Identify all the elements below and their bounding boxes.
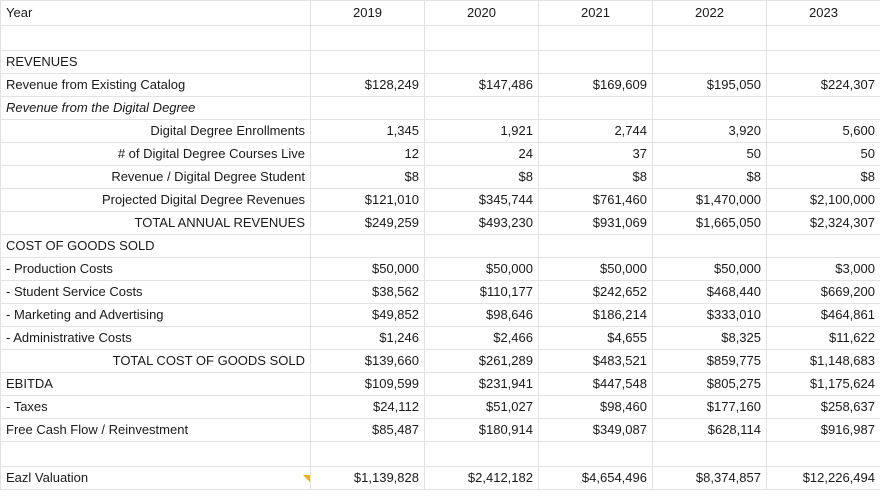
row-label-cell[interactable]: Digital Degree Enrollments	[1, 120, 311, 143]
value-cell[interactable]: 3,920	[653, 120, 767, 143]
value-cell[interactable]: $85,487	[311, 419, 425, 442]
table-row	[1, 166, 880, 189]
row-label-cell[interactable]: EBITDA	[1, 373, 311, 396]
table-row	[1, 419, 880, 442]
row-label-cell[interactable]: TOTAL ANNUAL REVENUES	[1, 212, 311, 235]
row-label-cell[interactable]: - Taxes	[1, 396, 311, 419]
value-cell[interactable]: $2,412,182	[425, 467, 539, 490]
row-label-cell[interactable]: Projected Digital Degree Revenues	[1, 189, 311, 212]
value-cell[interactable]	[425, 442, 539, 467]
value-cell[interactable]: 5,600	[767, 120, 880, 143]
value-cell[interactable]: $180,914	[425, 419, 539, 442]
value-cell[interactable]	[539, 51, 653, 74]
row-label-cell[interactable]: - Production Costs	[1, 258, 311, 281]
value-cell[interactable]: 37	[539, 143, 653, 166]
value-cell[interactable]: $916,987	[767, 419, 880, 442]
value-cell[interactable]: $345,744	[425, 189, 539, 212]
value-cell[interactable]: $8,374,857	[653, 467, 767, 490]
value-cell[interactable]: $50,000	[653, 258, 767, 281]
value-cell[interactable]: $121,010	[311, 189, 425, 212]
value-cell[interactable]	[311, 97, 425, 120]
value-cell[interactable]	[539, 442, 653, 467]
value-cell[interactable]: $11,622	[767, 327, 880, 350]
value-cell[interactable]: $2,324,307	[767, 212, 880, 235]
value-cell[interactable]	[767, 97, 880, 120]
row-label-cell[interactable]: - Administrative Costs	[1, 327, 311, 350]
value-cell[interactable]: $8,325	[653, 327, 767, 350]
value-cell[interactable]	[425, 26, 539, 51]
value-cell[interactable]: $761,460	[539, 189, 653, 212]
value-cell[interactable]	[767, 26, 880, 51]
row-label-cell[interactable]: Revenue from the Digital Degree	[1, 97, 311, 120]
value-cell[interactable]: $8	[311, 166, 425, 189]
value-cell[interactable]: $8	[539, 166, 653, 189]
row-label-cell[interactable]: - Student Service Costs	[1, 281, 311, 304]
value-cell[interactable]: $4,655	[539, 327, 653, 350]
row-label-cell[interactable]: # of Digital Degree Courses Live	[1, 143, 311, 166]
value-cell[interactable]: $98,646	[425, 304, 539, 327]
value-cell[interactable]: $261,289	[425, 350, 539, 373]
value-cell[interactable]: $464,861	[767, 304, 880, 327]
value-cell[interactable]: $49,852	[311, 304, 425, 327]
value-cell[interactable]	[767, 442, 880, 467]
table-row	[1, 442, 880, 467]
value-cell[interactable]	[425, 235, 539, 258]
table-row	[1, 350, 880, 373]
table-row	[1, 304, 880, 327]
value-cell[interactable]	[425, 51, 539, 74]
value-cell[interactable]	[311, 51, 425, 74]
table-row	[1, 373, 880, 396]
row-label-cell[interactable]: Eazl Valuation	[1, 467, 311, 490]
table-row	[1, 51, 880, 74]
row-label-cell[interactable]: TOTAL COST OF GOODS SOLD	[1, 350, 311, 373]
row-label-cell[interactable]: Revenue from Existing Catalog	[1, 74, 311, 97]
table-row	[1, 212, 880, 235]
value-cell[interactable]: $805,275	[653, 373, 767, 396]
value-cell[interactable]: $51,027	[425, 396, 539, 419]
value-cell[interactable]: $2,466	[425, 327, 539, 350]
value-cell[interactable]: $8	[653, 166, 767, 189]
table-row	[1, 74, 880, 97]
value-cell[interactable]: $628,114	[653, 419, 767, 442]
value-cell[interactable]: $493,230	[425, 212, 539, 235]
value-cell[interactable]: $128,249	[311, 74, 425, 97]
value-cell[interactable]: $4,654,496	[539, 467, 653, 490]
value-cell[interactable]: 2,744	[539, 120, 653, 143]
value-cell[interactable]	[539, 235, 653, 258]
table-row	[1, 143, 880, 166]
value-cell[interactable]: $1,148,683	[767, 350, 880, 373]
value-cell[interactable]: $3,000	[767, 258, 880, 281]
value-cell[interactable]: $249,259	[311, 212, 425, 235]
table-row	[1, 467, 880, 490]
value-cell[interactable]: $50,000	[425, 258, 539, 281]
value-cell[interactable]: $50,000	[311, 258, 425, 281]
value-cell[interactable]: $147,486	[425, 74, 539, 97]
row-label-cell[interactable]: Revenue / Digital Degree Student	[1, 166, 311, 189]
value-cell[interactable]	[539, 97, 653, 120]
value-cell[interactable]	[653, 26, 767, 51]
value-cell[interactable]: $8	[425, 166, 539, 189]
value-cell[interactable]: $859,775	[653, 350, 767, 373]
row-label-cell[interactable]: COST OF GOODS SOLD	[1, 235, 311, 258]
value-cell[interactable]: $258,637	[767, 396, 880, 419]
value-cell[interactable]: $224,307	[767, 74, 880, 97]
value-cell[interactable]: $447,548	[539, 373, 653, 396]
value-cell[interactable]: $1,246	[311, 327, 425, 350]
value-cell[interactable]: $195,050	[653, 74, 767, 97]
value-cell[interactable]	[311, 442, 425, 467]
table-row	[1, 235, 880, 258]
value-cell[interactable]: 1,345	[311, 120, 425, 143]
value-cell[interactable]	[653, 97, 767, 120]
year-cell-2019[interactable]: 2019	[311, 1, 425, 26]
table-row	[1, 258, 880, 281]
value-cell[interactable]: 12	[311, 143, 425, 166]
value-cell[interactable]	[653, 235, 767, 258]
row-label-cell[interactable]	[1, 442, 311, 467]
year-cell-2020[interactable]: 2020	[425, 1, 539, 26]
table-row	[1, 97, 880, 120]
value-cell[interactable]: $98,460	[539, 396, 653, 419]
value-cell[interactable]	[311, 235, 425, 258]
value-cell[interactable]	[653, 442, 767, 467]
row-label-cell[interactable]: REVENUES	[1, 51, 311, 74]
header-row	[1, 1, 880, 26]
value-cell[interactable]: $1,470,000	[653, 189, 767, 212]
table-row	[1, 26, 880, 51]
value-cell[interactable]: $186,214	[539, 304, 653, 327]
value-cell[interactable]: $139,660	[311, 350, 425, 373]
value-cell[interactable]: $1,665,050	[653, 212, 767, 235]
value-cell[interactable]: $2,100,000	[767, 189, 880, 212]
comment-indicator-icon[interactable]	[303, 475, 310, 482]
value-cell[interactable]: $177,160	[653, 396, 767, 419]
value-cell[interactable]: $333,010	[653, 304, 767, 327]
value-cell[interactable]: $109,599	[311, 373, 425, 396]
value-cell[interactable]: $483,521	[539, 350, 653, 373]
value-cell[interactable]: $38,562	[311, 281, 425, 304]
value-cell[interactable]: 50	[653, 143, 767, 166]
table-row	[1, 327, 880, 350]
value-cell[interactable]: $169,609	[539, 74, 653, 97]
value-cell[interactable]: $231,941	[425, 373, 539, 396]
table-row	[1, 396, 880, 419]
value-cell[interactable]	[767, 51, 880, 74]
value-cell[interactable]	[311, 26, 425, 51]
value-cell[interactable]	[653, 51, 767, 74]
table-row	[1, 281, 880, 304]
row-label-cell[interactable]: - Marketing and Advertising	[1, 304, 311, 327]
value-cell[interactable]: $110,177	[425, 281, 539, 304]
value-cell[interactable]: $1,175,624	[767, 373, 880, 396]
year-cell-2023[interactable]: 2023	[767, 1, 880, 26]
year-cell-2022[interactable]: 2022	[653, 1, 767, 26]
table-row	[1, 120, 880, 143]
value-cell[interactable]	[425, 97, 539, 120]
value-cell[interactable]: $50,000	[539, 258, 653, 281]
year-cell-2021[interactable]: 2021	[539, 1, 653, 26]
row-label-cell[interactable]	[1, 26, 311, 51]
value-cell[interactable]: $242,652	[539, 281, 653, 304]
value-cell[interactable]: $931,069	[539, 212, 653, 235]
table-row	[1, 189, 880, 212]
value-cell[interactable]	[767, 235, 880, 258]
value-cell[interactable]: $24,112	[311, 396, 425, 419]
value-cell[interactable]: $12,226,494	[767, 467, 880, 490]
value-cell[interactable]: 50	[767, 143, 880, 166]
value-cell[interactable]: $468,440	[653, 281, 767, 304]
value-cell[interactable]: 24	[425, 143, 539, 166]
value-cell[interactable]	[539, 26, 653, 51]
row-label-cell[interactable]: Free Cash Flow / Reinvestment	[1, 419, 311, 442]
value-cell[interactable]: 1,921	[425, 120, 539, 143]
value-cell[interactable]: $1,139,828	[311, 467, 425, 490]
year-header-cell[interactable]: Year	[1, 1, 311, 26]
value-cell[interactable]: $8	[767, 166, 880, 189]
value-cell[interactable]: $349,087	[539, 419, 653, 442]
value-cell[interactable]: $669,200	[767, 281, 880, 304]
